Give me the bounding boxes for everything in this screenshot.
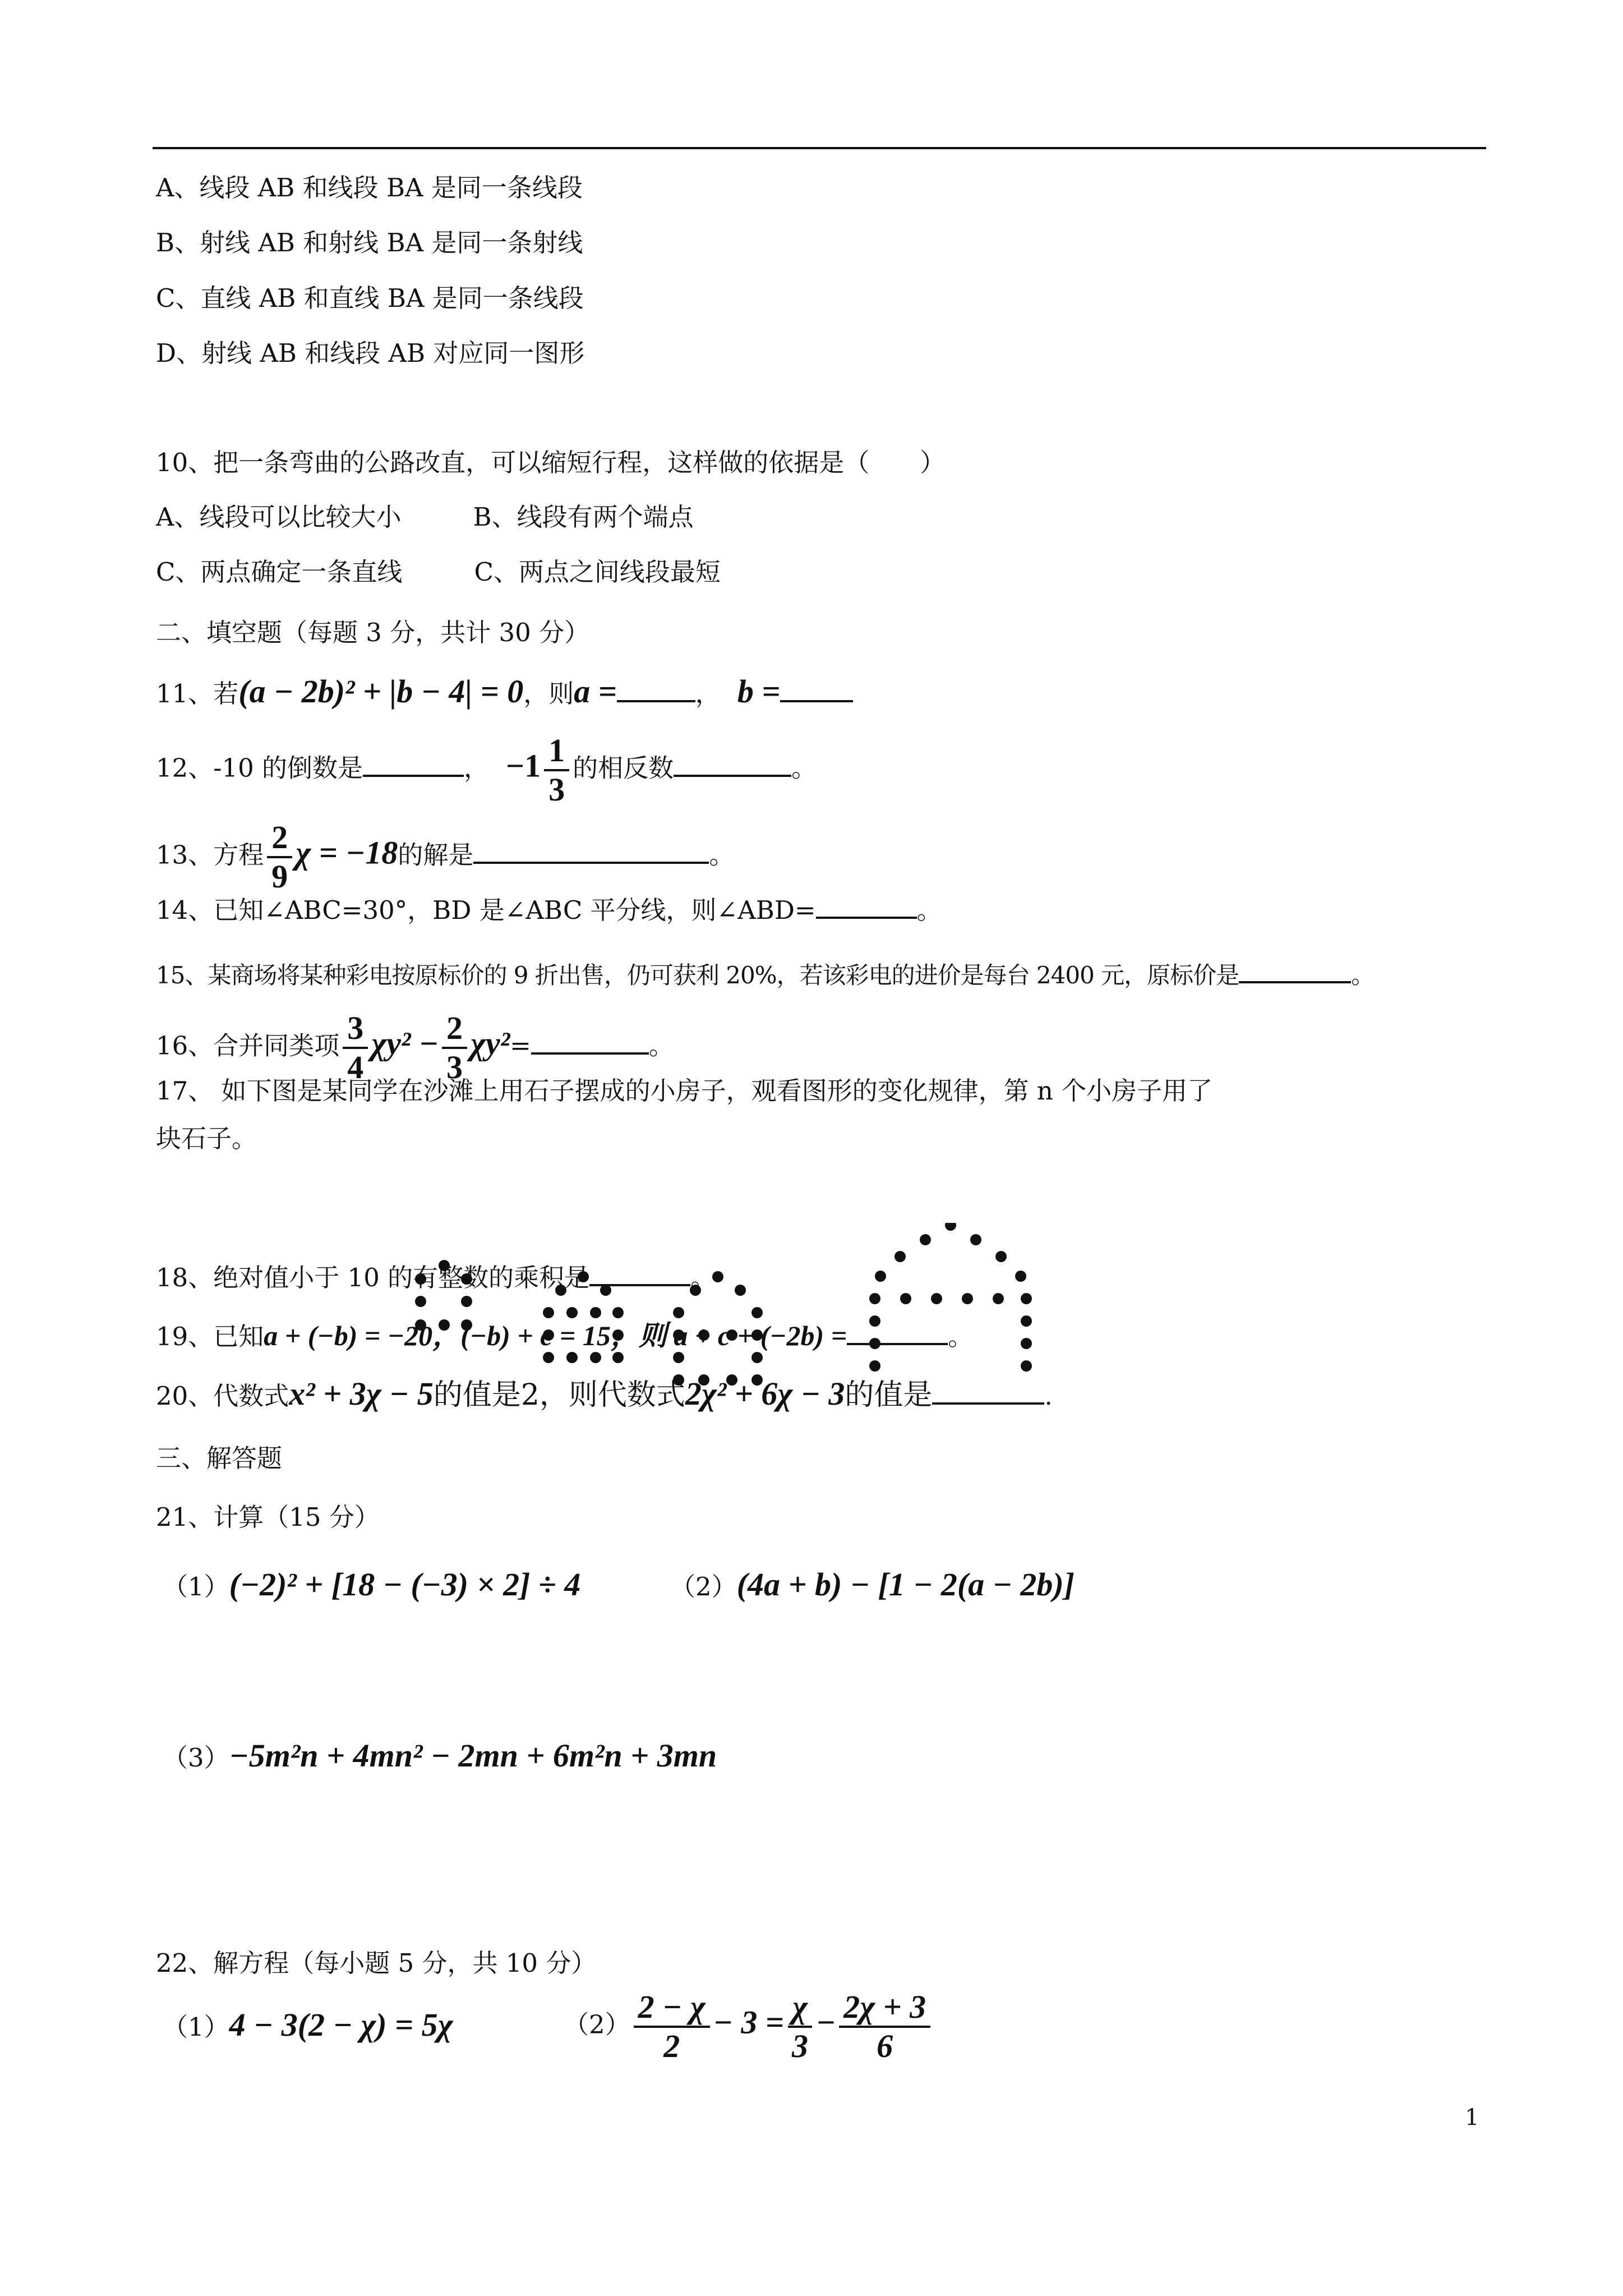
q13-expression: χ = −18 <box>296 834 398 871</box>
q19 <box>156 1318 973 1354</box>
q10-options-row1 <box>156 500 694 534</box>
q14-text: 14、已知∠ABC=30°，BD 是∠ABC 平分线，则∠ABD= <box>156 895 816 925</box>
q15-blank[interactable] <box>1239 956 1351 983</box>
q11-blank-a[interactable] <box>617 675 695 702</box>
q16-f1-den: 4 <box>347 1049 364 1085</box>
q12-prefix: 12、-10 的倒数是 <box>156 753 363 783</box>
q21-p2-label: （2） <box>670 1572 737 1602</box>
q22-p2-mid-2: − <box>815 2004 836 2041</box>
q16-end: 。 <box>648 1030 674 1061</box>
q10-option-c: C、两点确定一条直线 <box>156 557 403 587</box>
q19-blank[interactable] <box>847 1318 948 1345</box>
q21-part2 <box>670 1568 1075 1604</box>
q22-f1-den: 2 <box>663 2028 680 2064</box>
q22-part2 <box>564 1989 934 2065</box>
q13-frac-den: 9 <box>271 858 288 895</box>
q12-suffix: 的相反数 <box>573 753 674 783</box>
q11-separator: ， <box>695 679 721 708</box>
q10-options-row2 <box>156 555 721 589</box>
q22-f3-den: 6 <box>877 2028 893 2064</box>
q13-blank[interactable] <box>473 837 709 864</box>
q16-term-2: χy² <box>471 1025 510 1062</box>
q11-a-equals: a = <box>574 673 617 710</box>
header-rule <box>153 147 1486 149</box>
q19-expression: a + (−b) = −20，(−b) + c = 15，则 a + c + (−2b) = <box>264 1320 847 1351</box>
q10-option-b: B、线段有两个端点 <box>473 502 694 532</box>
q12-mixed-whole: −1 <box>506 747 541 784</box>
q10-stem: 10、把一条弯曲的公路改直，可以缩短行程，这样做的依据是（ ） <box>156 448 946 477</box>
q22-p2-fraction-3 <box>839 1989 930 2065</box>
q9-option-b: B、射线 AB 和射线 BA 是同一条射线 <box>156 228 583 257</box>
q20-end: . <box>1044 1381 1053 1411</box>
q20-mid: 的值是2，则代数式 <box>433 1378 685 1412</box>
q12-blank-1[interactable] <box>363 750 464 777</box>
section3-heading: 三、解答题 <box>156 1443 283 1473</box>
q21-title: 21、计算（15 分） <box>156 1502 380 1532</box>
q22-title: 22、解方程（每小题 5 分，共 10 分） <box>156 1948 597 1978</box>
q22-p1-label: （1） <box>163 2012 229 2042</box>
q11-blank-b[interactable] <box>780 675 853 702</box>
q16-equals: = <box>510 1030 531 1061</box>
q15-text: 15、某商场将某种彩电按原标价的 9 折出售，仍可获利 20%，若该彩电的进价是每台 2400 元，原标价是 <box>156 961 1239 989</box>
q16-f1-num: 3 <box>343 1010 368 1049</box>
q13-fraction <box>267 819 292 895</box>
q13-end: 。 <box>709 840 735 870</box>
q21-p1-expression: (−2)² + [18 − (−3) × 2] ÷ 4 <box>229 1566 581 1603</box>
q13 <box>156 819 734 895</box>
q15 <box>156 956 1374 992</box>
q16-f2-den: 3 <box>446 1049 463 1085</box>
q12-frac-num: 1 <box>544 732 569 771</box>
q22-p2-fraction-2 <box>787 1989 813 2065</box>
q21-part1 <box>163 1568 580 1604</box>
q12-fraction <box>544 732 569 808</box>
q13-prefix: 13、方程 <box>156 840 264 870</box>
q21-p3-expression: −5m²n + 4mn² − 2mn + 6m²n + 3mn <box>229 1737 717 1774</box>
q21-part3 <box>163 1739 717 1775</box>
q22-f2-num: χ <box>788 1989 812 2028</box>
q20-prefix: 20、代数式 <box>156 1381 289 1411</box>
q11-mid: ，则 <box>523 679 574 708</box>
q15-end: 。 <box>1351 961 1375 989</box>
q11 <box>156 675 853 711</box>
q22-f3-num: 2χ + 3 <box>839 1989 930 2028</box>
q9-option-c: C、直线 AB 和直线 BA 是同一条线段 <box>156 283 584 313</box>
q12-frac-den: 3 <box>548 771 565 808</box>
q20 <box>156 1377 1053 1413</box>
q12-mid: ， <box>464 753 490 783</box>
q22-f2-den: 3 <box>791 2028 808 2064</box>
q18-end: 。 <box>690 1263 716 1292</box>
q11-expression: (a − 2b)² + |b − 4| = 0 <box>238 673 524 710</box>
q22-p2-mid-1: − 3 = <box>713 2004 784 2041</box>
q13-suffix: 的解是 <box>398 840 474 870</box>
q22-p2-label: （2） <box>564 2009 630 2040</box>
q19-prefix: 19、已知 <box>156 1322 264 1351</box>
q12-blank-2[interactable] <box>674 750 791 777</box>
page-number: 1 <box>1465 2105 1479 2131</box>
q18-blank[interactable] <box>589 1259 690 1286</box>
q12-end: 。 <box>791 753 817 783</box>
q9-option-d: D、射线 AB 和线段 AB 对应同一图形 <box>156 338 585 368</box>
q16-blank[interactable] <box>531 1028 649 1055</box>
q22-p2-fraction-1 <box>634 1989 710 2065</box>
q16-term-1: χy² − <box>371 1025 439 1062</box>
q21-p2-expression: (4a + b) − [1 − 2(a − 2b)] <box>736 1566 1075 1603</box>
q17-line1: 17、 如下图是某同学在沙滩上用石子摆成的小房子，观看图形的变化规律，第 n 个小房子用了 <box>156 1076 1213 1106</box>
q14-end: 。 <box>916 895 942 925</box>
q20-expression-2: 2χ² + 6χ − 3 <box>685 1375 845 1412</box>
q22-f1-num: 2 − χ <box>634 1989 710 2028</box>
q21-p1-label: （1） <box>163 1572 229 1602</box>
q22-part1 <box>163 2008 453 2044</box>
q18-text: 18、绝对值小于 10 的有整数的乘积是 <box>156 1263 590 1292</box>
q9-option-a: A、线段 AB 和线段 BA 是同一条线段 <box>156 173 583 203</box>
q19-end: 。 <box>948 1322 974 1351</box>
q21-p3-label: （3） <box>163 1743 229 1773</box>
q16-prefix: 16、合并同类项 <box>156 1030 340 1061</box>
q12 <box>156 732 817 808</box>
q10-option-a: A、线段可以比较大小 <box>156 502 402 532</box>
q10-option-d: C、两点之间线段最短 <box>474 557 721 587</box>
q20-blank[interactable] <box>932 1378 1044 1405</box>
q22-p1-expression: 4 − 3(2 − χ) = 5χ <box>229 2007 453 2043</box>
q11-b-equals: b = <box>737 673 781 710</box>
q20-expression-1: x² + 3χ − 5 <box>289 1375 434 1412</box>
q14 <box>156 892 942 927</box>
q13-frac-num: 2 <box>267 819 292 858</box>
q18 <box>156 1259 716 1295</box>
section2-heading: 二、填空题（每题 3 分，共计 30 分） <box>156 618 590 647</box>
q16-f2-num: 2 <box>442 1010 467 1049</box>
q20-suffix: 的值是 <box>845 1378 933 1412</box>
q14-blank[interactable] <box>816 892 917 919</box>
q17-line2: 块石子。 <box>156 1124 257 1153</box>
q11-prefix: 11、若 <box>156 679 239 708</box>
